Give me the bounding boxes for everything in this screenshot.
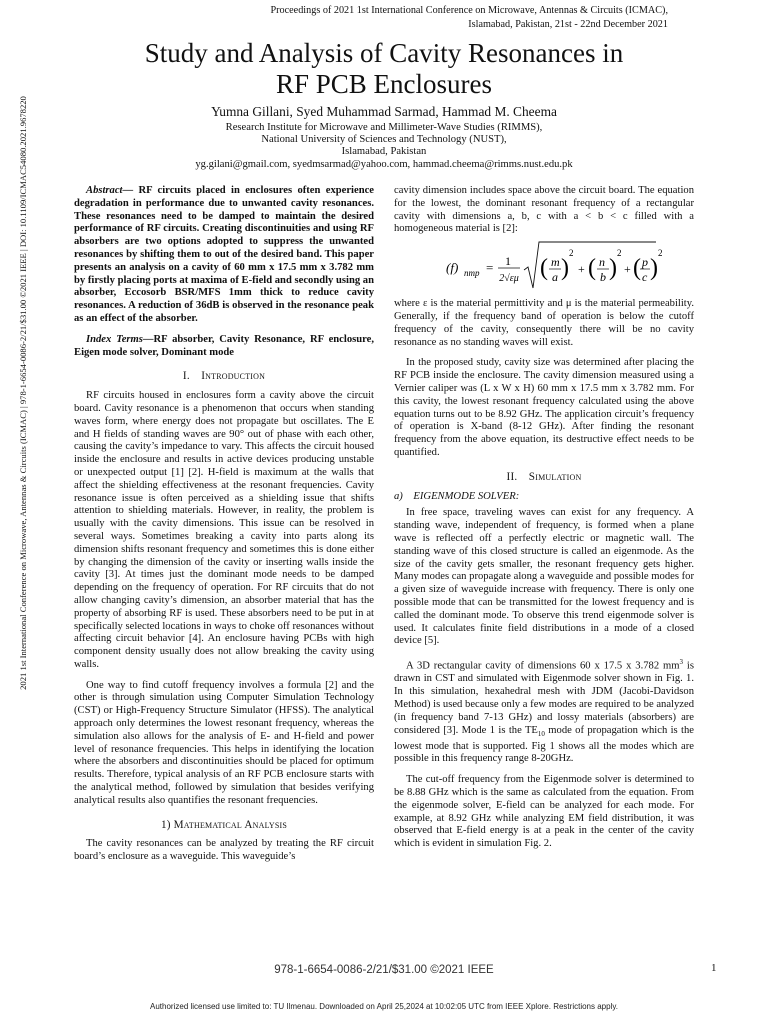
eq-p: p bbox=[642, 255, 648, 270]
proceedings-header bbox=[208, 4, 668, 31]
eq-lhs-sub: nmp bbox=[464, 268, 480, 279]
authorized-use-notice: Authorized licensed use limited to: TU Ilmenau. Downloaded on April 25,2024 at 10:02:05 UTC from IEEE Xplore. Restrictions apply. bbox=[150, 1002, 618, 1011]
sim-p2-sub: 10 bbox=[537, 729, 545, 738]
eq-paren-l3: ( bbox=[633, 255, 641, 282]
index-terms-label: Index Terms bbox=[86, 333, 143, 345]
equation-svg bbox=[394, 236, 694, 298]
right-paragraph-2: where ε is the material permittivity and μ is the material permeability. Generally, if the frequency band of operation is below the cutoff frequency of the cavity, consequently there will be no cavity resonance as no standing waves will exist. bbox=[394, 298, 694, 348]
sim-p2-part-c: mode of propagation which is the lowest mode that is supported. Fig 1 shows all the modes which are possible in this frequency range 8-20GHz. bbox=[394, 724, 694, 765]
author-emails: yg.gilani@gmail.com, syedmsarmad@yahoo.com, hammad.cheema@rimms.nust.edu.pk bbox=[195, 158, 573, 170]
intro-paragraph-1: RF circuits housed in enclosures form a cavity above the circuit board. Cavity resonance is a phenomenon that occurs when standing waves form, where energy does not propagate but oscillates. The E and H fields of standing waves are 90° out of phase with each other, causing the cavity’s impedance to vary. This affects the circuit housed inside the enclosure and results in active devices producing unstable or unexpected output [1] [2]. H-field is maximum at the walls that affect the shielding effectiveness at the resonant frequencies. Cavity resonance issue is often perceived as a shielding issue that shifts attention to shielding materials. However, in reality, the problem is usually with the cavity dimensions. This issue can be resolved in several ways. Sometimes breaking a cavity into parts along its dimension shifts resonant frequency and sometimes this is done either by changing the dimension of the cavity or inserting walls inside the cavity [3]. At times just the dominant mode needs to be damped depending on the frequency of operation. For RF circuits that do not allow changing cavity’s dimension, an absorber material that has the property of absorbing RF is used. These absorbers need to be put in at specifically selected locations in ways to choke off resonances without affecting circuit behavior [4]. An enclosure having PCBs with high component density usually does not allow breaking the cavity using walls. bbox=[74, 390, 374, 670]
affiliation-line-2: National University of Sciences and Technology (NUST), bbox=[261, 134, 507, 146]
eq-exp-1: 2 bbox=[569, 248, 574, 259]
authors: Yumna Gillani, Syed Muhammad Sarmad, Hammad M. Cheema bbox=[211, 104, 557, 119]
index-terms-text: —RF absorber, Cavity Resonance, RF enclosure, Eigen mode solver, Dominant mode bbox=[74, 333, 374, 358]
eq-b: b bbox=[600, 270, 606, 285]
eq-exp-2: 2 bbox=[617, 248, 622, 259]
title-line-1: Study and Analysis of Cavity Resonances in bbox=[144, 38, 624, 68]
resonance-equation bbox=[394, 236, 694, 298]
paper-title bbox=[0, 38, 768, 100]
proceedings-line-2: Islamabad, Pakistan, 21st - 22nd December 2021 bbox=[468, 18, 668, 30]
right-column bbox=[394, 185, 694, 851]
left-column bbox=[74, 185, 374, 864]
eq-lhs: (f) bbox=[446, 260, 459, 276]
eq-paren-r2: ) bbox=[609, 255, 617, 282]
simulation-paragraph-1: In free space, traveling waves can exist for any frequency. A standing wave, independent of frequency, is formed when a plane wave is reflected off a perfectly electric or magnetic wall. The standing wave of this closed structure is called an eigenmode. As the size of the cavity gets smaller, the resonant frequency gets higher. Many modes can propagate along a waveguide and possible modes for a given size of waveguide increase with frequency. There is only one possible mode that can be transmitted for the lowest frequency and is called the dominant mode. To observe this trend eigenmode solver is used. It calculates finite field distributions in a mode of a closed device [5]. bbox=[394, 507, 694, 647]
affiliation bbox=[0, 122, 768, 171]
index-terms bbox=[74, 334, 374, 360]
abstract bbox=[74, 185, 374, 326]
simulation-heading: II. Simulation bbox=[506, 470, 582, 483]
math-heading: 1) Mathematical Analysis bbox=[160, 818, 288, 831]
page-number: 1 bbox=[711, 962, 717, 974]
simulation-paragraph-2 bbox=[394, 656, 694, 766]
sim-p2-part-b: is drawn in CST and simulated with Eigenmode solver shown in Fig. 1. In this simulation, hexahedral mesh with JDM (Jacobi-Davidson Method) is used because only a few modes are required to be analyzed (in frequency band 7-13 GHz) and lossy materials (absorbers) are considered [3]. Mode 1 is the TE bbox=[394, 660, 694, 736]
eq-numerator: 1 bbox=[505, 254, 511, 269]
eq-plus-2: + bbox=[624, 262, 631, 277]
eq-paren-l2: ( bbox=[588, 255, 596, 282]
isbn-footer: 978-1-6654-0086-2/21/$31.00 ©2021 IEEE bbox=[274, 964, 494, 976]
eq-m: m bbox=[551, 255, 560, 270]
abstract-text: RF circuits placed in enclosures often experience degradation in performance due to unwanted cavity resonances. These resonances need to be damped to maintain the desired performance of RF circuits. Creating discontinuities and using RF absorbers are two options adopted to suppress the unwanted resonances by shifting them to out of the desired band. This paper presents an analysis on a cavity of 60 mm x 17.5 mm x 3.782 mm by firstly placing ports at maxima of E-field and secondly using an absorber, Eccosorb BSR/MFS 1mm thick to reduce cavity resonances. A reduction of 36dB is observed in the resonance peak as an effect of the absorber. bbox=[74, 185, 374, 324]
simulation-paragraph-3: The cut-off frequency from the Eigenmode solver is determined to be 8.88 GHz which is the same as calculated from the equation. From the eigenmode solver, E-field can be analyzed for each mode. For example, at 8.92 GHz while analyzing EM field distribution, it was observed that E-field energy is at a peak in the center of the cavity which is evident in simulation Fig. 2. bbox=[394, 774, 694, 850]
abstract-dash: — bbox=[122, 185, 139, 196]
intro-heading: I. Introduction bbox=[182, 370, 266, 383]
eq-exp-3: 2 bbox=[658, 248, 663, 259]
eq-denominator: 2√εμ bbox=[499, 273, 519, 285]
eq-a: a bbox=[552, 270, 558, 285]
eq-paren-r3: ) bbox=[650, 255, 658, 282]
eigenmode-heading: a) EIGENMODE SOLVER: bbox=[394, 490, 520, 502]
affiliation-line-3: Islamabad, Pakistan bbox=[341, 146, 427, 158]
abstract-label: Abstract bbox=[86, 185, 123, 196]
affiliation-line-1: Research Institute for Microwave and Millimeter-Wave Studies (RIMMS), bbox=[225, 122, 543, 133]
eq-c: c bbox=[642, 270, 648, 285]
math-paragraph-1: The cavity resonances can be analyzed by treating the RF circuit board’s enclosure as a waveguide. This waveguide’s bbox=[74, 838, 374, 863]
eq-paren-r1: ) bbox=[561, 255, 569, 282]
eq-plus-1: + bbox=[578, 262, 585, 277]
sim-p2-sup: 3 bbox=[679, 658, 684, 667]
doi-sidebar: 2021 1st International Conference on Microwave, Antennas & Circuits (ICMAC) | 978-1-6654-0086-2/21/$31.00 ©2021 IEEE | DOI: 10.1109/ICMAC54080.2021.9678220 bbox=[18, 96, 28, 690]
right-paragraph-1: cavity dimension includes space above the circuit board. The equation for the lowest, the dominant resonant frequency of a rectangular cavity with dimensions a, b, c with a < b < c filled with a homogeneous material is [2]: bbox=[394, 185, 694, 235]
proceedings-line-1: Proceedings of 2021 1st International Conference on Microwave, Antennas & Circuits (ICMAC), bbox=[270, 5, 668, 16]
sim-p2-part-a: A 3D rectangular cavity of dimensions 60 x 17.5 x 3.782 mm bbox=[406, 660, 680, 672]
eq-n: n bbox=[599, 255, 605, 270]
eq-equals: = bbox=[486, 260, 494, 276]
right-paragraph-3: In the proposed study, cavity size was determined after placing the RF PCB inside the enclosure. The cavity dimension measured using a Vernier caliper was (L x W x H) 60 mm x 17.5 mm x 3.782 mm. For this cavity, the lowest resonant frequency calculated using the above equation turns out to be 8.92 GHz. The application circuit’s frequency of operation is X-band (8-12 GHz). After finding the resonant frequency from the above equation, its destructive effect needs to be quantified. bbox=[394, 357, 694, 458]
eq-paren-l1: ( bbox=[540, 255, 548, 282]
title-line-2: RF PCB Enclosures bbox=[275, 69, 493, 99]
intro-paragraph-2: One way to find cutoff frequency involves a formula [2] and the other is through simulation using Computer Simulation Technology (CST) or High-Frequency Structure Simulator (HFSS). The analytical approach only determines the lowest resonant frequency, whereas the simulation also allows for the analysis of E- and H-field and power level of resonance frequencies. This helps in identifying the location where the absorbers and discontinuities should be placed for optimum results. Therefore, typical analysis of an RF PCB enclosure starts with the analytical method, followed by simulation that besides verifying analytical results also quantifies the resonant frequencies. bbox=[74, 679, 374, 806]
